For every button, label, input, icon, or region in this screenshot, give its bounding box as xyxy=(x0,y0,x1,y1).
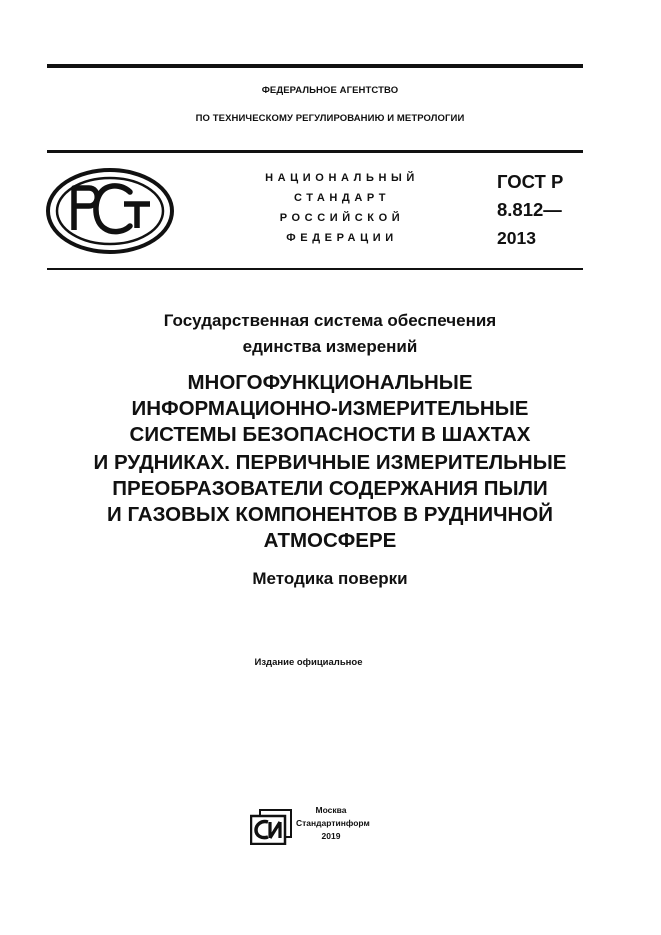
document-title-line-7: АТМОСФЕРЕ xyxy=(263,529,397,552)
publisher-name: Стандартинформ xyxy=(296,818,370,828)
top-rule xyxy=(47,64,583,68)
document-subtitle: Методика поверки xyxy=(252,569,408,588)
publication-year: 2019 xyxy=(321,831,341,841)
document-title-line-6: И ГАЗОВЫХ КОМПОНЕНТОВ В РУДНИЧНОЙ xyxy=(107,503,553,526)
gost-designation-line-2: 8.812— xyxy=(497,199,562,220)
document-title-line-5: ПРЕОБРАЗОВАТЕЛИ СОДЕРЖАНИЯ ПЫЛИ xyxy=(112,477,548,500)
agency-line-2: ПО ТЕХНИЧЕСКОМУ РЕГУЛИРОВАНИЮ И МЕТРОЛОГИИ xyxy=(195,113,465,124)
standard-type-line-3: РОССИЙСКОЙ xyxy=(279,212,405,224)
gost-designation-line-1: ГОСТ Р xyxy=(497,171,564,192)
rst-certification-mark-icon xyxy=(44,166,176,256)
document-title-line-4: И РУДНИКАХ. ПЕРВИЧНЫЕ ИЗМЕРИТЕЛЬНЫЕ xyxy=(93,451,567,474)
standard-type-line-2: СТАНДАРТ xyxy=(293,192,391,204)
series-title-line-2: единства измерений xyxy=(242,337,418,356)
standard-type-line-1: НАЦИОНАЛЬНЫЙ xyxy=(265,172,419,184)
lower-rule xyxy=(47,268,583,270)
publisher-city: Москва xyxy=(315,805,347,815)
gost-designation-line-3: 2013 xyxy=(497,228,536,248)
document-title-line-2: ИНФОРМАЦИОННО-ИЗМЕРИТЕЛЬНЫЕ xyxy=(131,397,529,420)
document-title-line-1: МНОГОФУНКЦИОНАЛЬНЫЕ xyxy=(187,371,473,394)
middle-rule xyxy=(47,150,583,153)
edition-note: Издание официальное xyxy=(254,657,363,668)
standard-type-line-4: ФЕДЕРАЦИИ xyxy=(286,232,398,244)
document-title-line-3: СИСТЕМЫ БЕЗОПАСНОСТИ В ШАХТАХ xyxy=(129,423,531,446)
agency-line-1: ФЕДЕРАЛЬНОЕ АГЕНТСТВО xyxy=(261,85,399,96)
standartinform-logo-icon xyxy=(250,809,292,845)
series-title-line-1: Государственная система обеспечения xyxy=(163,311,497,330)
